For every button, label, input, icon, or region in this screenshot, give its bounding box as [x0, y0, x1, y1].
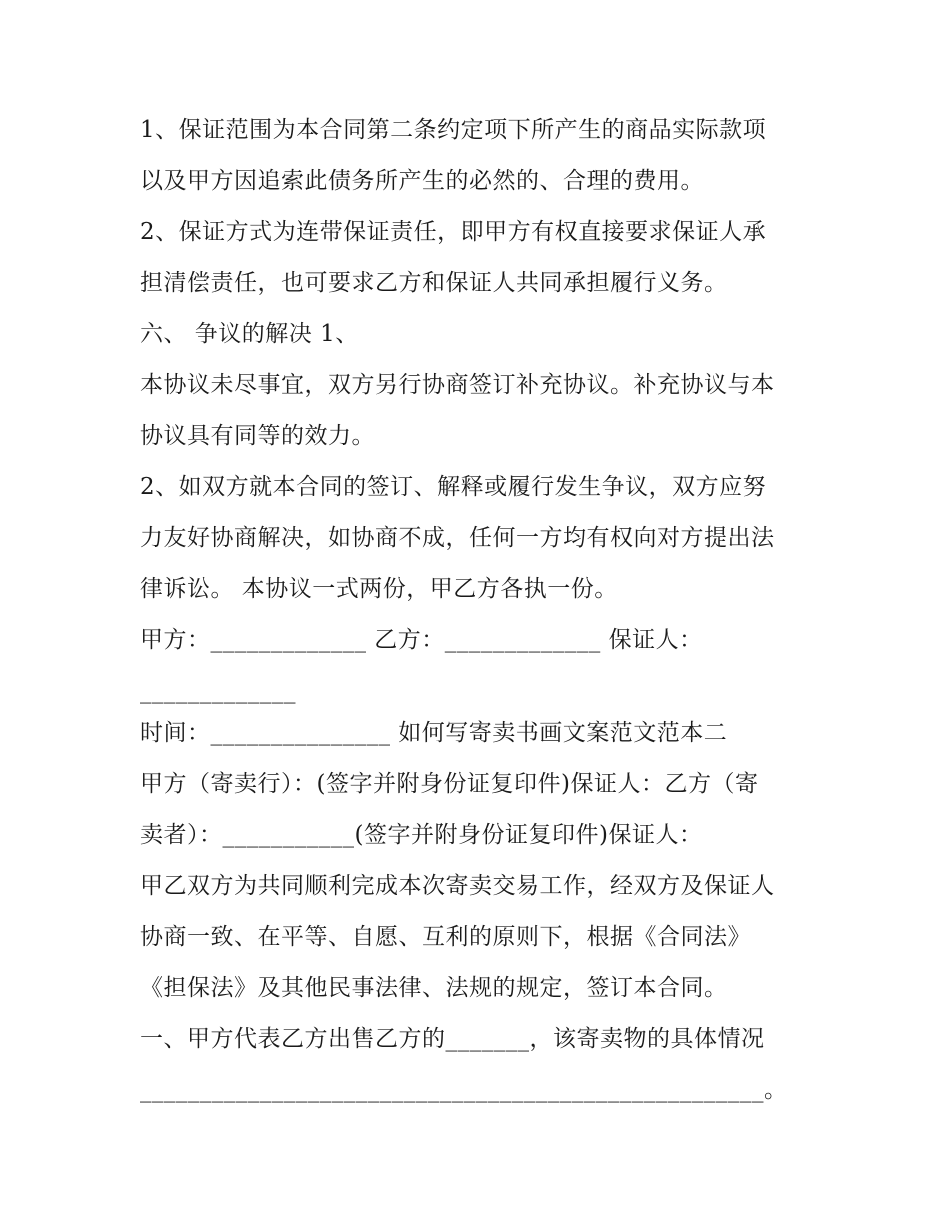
- section-heading: 六、 争议的解决 1、: [140, 321, 359, 347]
- signature-line: 甲方：_____________ 乙方：_____________ 保证人：: [140, 627, 703, 653]
- text-line: 本协议未尽事宜，双方另行协商签订补充协议。补充协议与本: [140, 372, 775, 398]
- text-line: 担清偿责任，也可要求乙方和保证人共同承担履行义务。: [140, 270, 728, 296]
- text-line: 以及甲方因追索此债务所产生的必然的、合理的费用。: [140, 168, 704, 194]
- text-line: 甲方（寄卖行）：(签字并附身份证复印件)保证人：乙方（寄: [140, 771, 759, 797]
- signature-blank: _____________: [140, 678, 296, 704]
- text-line: ____________________________________________________。: [140, 1077, 788, 1103]
- text-line: 协议具有同等的效力。: [140, 423, 375, 449]
- text-line: 甲乙双方为共同顺利完成本次寄卖交易工作，经双方及保证人: [140, 873, 775, 899]
- date-line: 时间：_______________ 如何写寄卖书画文案范文范本二: [140, 720, 728, 746]
- text-line: 2、保证方式为连带保证责任，即甲方有权直接要求保证人承: [140, 219, 767, 245]
- text-line: 1、保证范围为本合同第二条约定项下所产生的商品实际款项: [140, 117, 767, 143]
- text-line: 一、甲方代表乙方出售乙方的_______，该寄卖物的具体情况: [140, 1026, 765, 1052]
- text-line: 《担保法》及其他民事法律、法规的规定，签订本合同。: [140, 975, 728, 1001]
- text-line: 律诉讼。 本协议一式两份，甲乙方各执一份。: [140, 576, 618, 602]
- text-line: 卖者）：___________(签字并附身份证复印件)保证人：: [140, 822, 703, 848]
- text-line: 力友好协商解决，如协商不成，任何一方均有权向对方提出法: [140, 525, 775, 551]
- text-line: 协商一致、在平等、自愿、互利的原则下，根据《合同法》: [140, 924, 751, 950]
- text-line: 2、如双方就本合同的签订、解释或履行发生争议，双方应努: [140, 474, 767, 500]
